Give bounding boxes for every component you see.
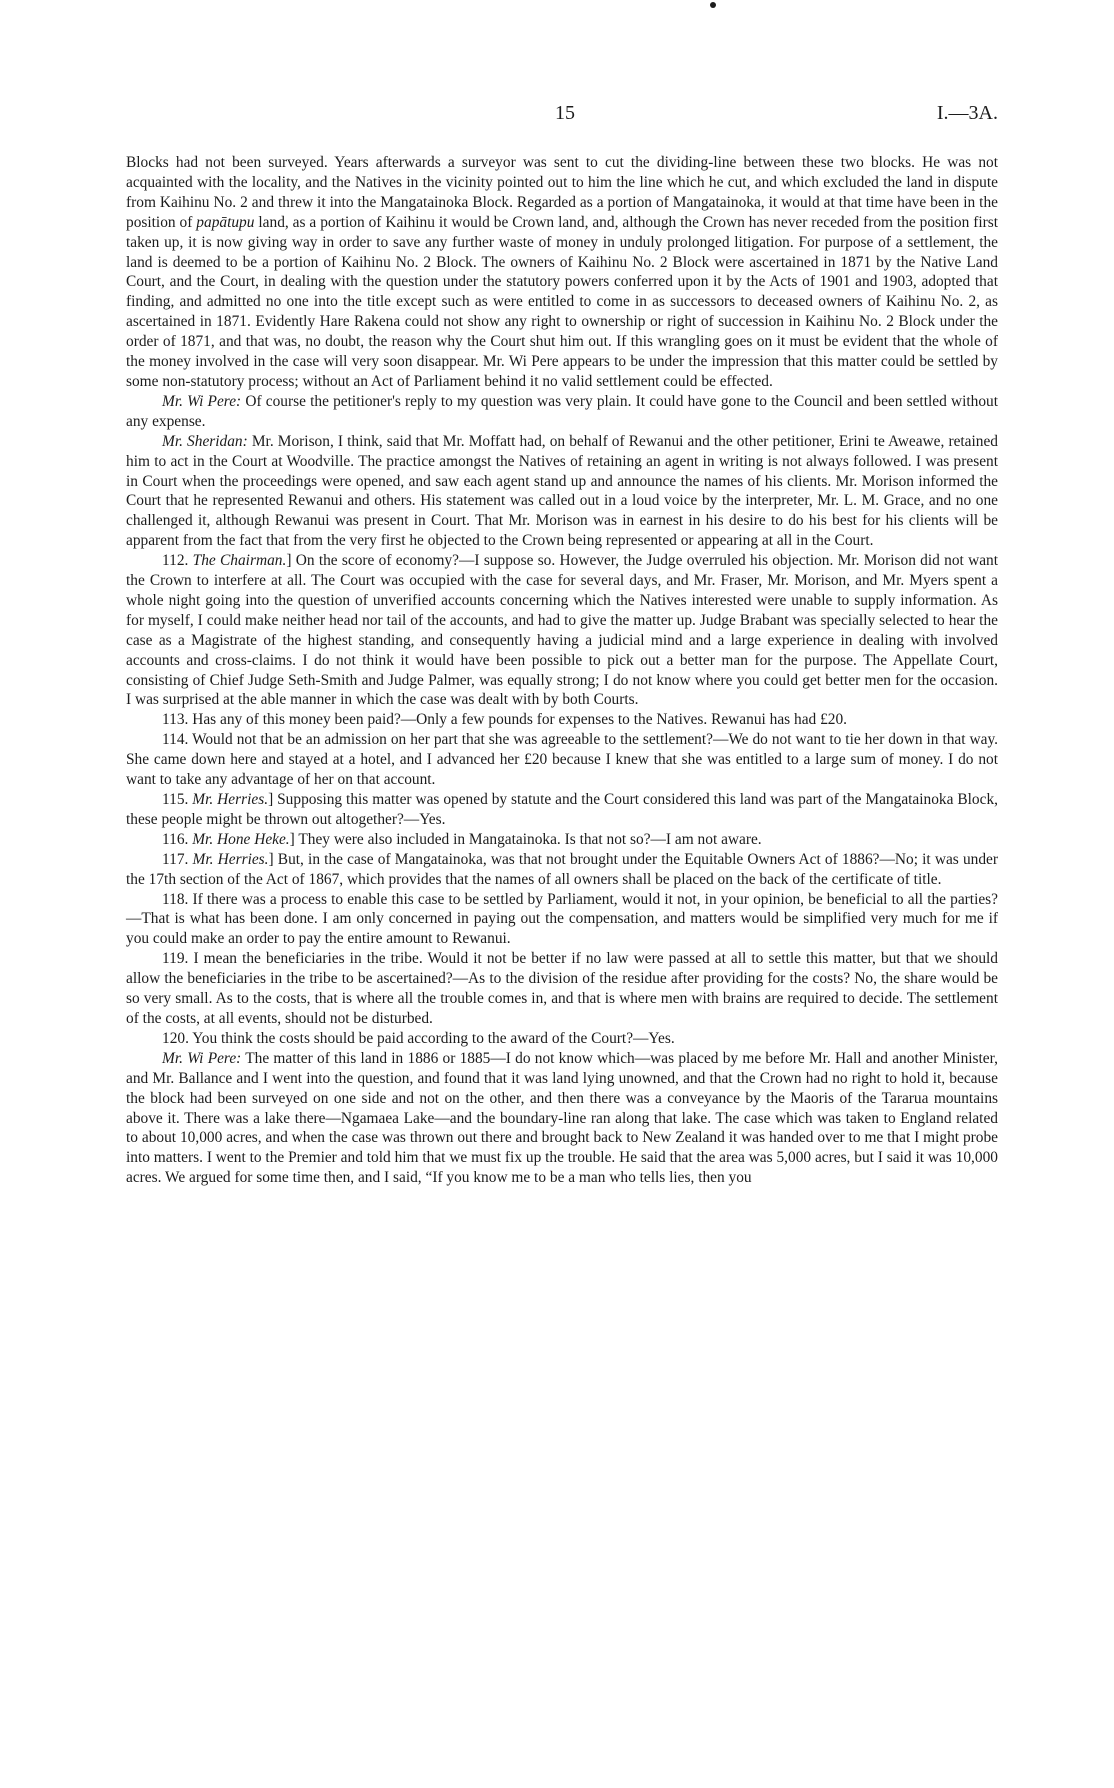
speaker-name: Mr. Herries. [192,791,269,808]
paragraph-text: 113. Has any of this money been paid?—Only a few pounds for expenses to the Natives. Rewanui has had £20. [162,711,848,729]
paragraph-text: 114. Would not that be an admission on her part that she was agreeable to the settlement?—We do not want to tie her down in that way. She came down here and stayed at a hotel, and I advanced her £20 because I knew that she was entitled to a large sum of money. I do not want to take any advantage of her on that account. [126,731,998,789]
paragraph-text: ] They were also included in Mangatainoka. Is that not so?—I am not aware. [289,830,762,848]
speaker-name: Mr. Hone Heke. [192,830,290,848]
paragraph [126,890,998,950]
paragraph-text: 119. I mean the beneficiaries in the tribe. Would it not be better if no law were passed at all to settle this matter, but that we should allow the beneficiaries in the tribe to be ascertained?—As to the division of the residue after providing for the costs? No, the share would be so very small. As to the costs, that is where all the trouble comes in, and that is where men with brains are required to decide. The settlement of the costs, at all events, should not be disturbed. [126,950,998,1027]
paragraph-text: The matter of this land in 1886 or 1885—I do not know which—was placed by me before Mr. Hall and another Minister, and Mr. Ballance and I went into the question, and found that it was land lying unowned, and that the Crown had no right to hold it, because the block had been surveyed on one side and not on the other, and then there was a conveyance by the Maoris of the Tararua mountains above it. There was a lake there—Ngamaea Lake—and the boundary-line ran along that lake. The case which was taken to England related to about 10,000 acres, and when the case was thrown out there and brought back to New Zealand it was handed over to me that I might probe into matters. I went to the Premier and told him that we must fix up the trouble. He said that the area was 5,000 acres, but I said it was 10,000 acres. We argued for some time then, and I said, “If you know me to be a man who tells lies, then you [126,1049,998,1187]
paragraph [126,850,998,890]
paragraph [126,551,998,710]
paragraph [126,392,998,432]
speaker-name: Mr. Herries. [192,850,269,868]
document-reference: I.—3A. [936,102,998,124]
paragraph-text: 120. You think the costs should be paid according to the award of the Court?—Yes. [162,1029,675,1047]
speaker-name: The Chairman. [192,552,287,570]
paragraph-text: ] On the score of economy?—I suppose so. However, the Judge overruled his objection. Mr. Morison did not want the Crown to interfere at all. The Court was occupied with the case for several days, and Mr. Fraser, Mr. Morison, and Mr. Myers spent a whole night going into the question of unverified accounts concerning which the Natives interested were unable to supply information. As for myself, I could make neither head nor tail of the accounts, and had to give the matter up. Judge Brabant was specially selected to hear the case as a Magistrate of the highest standing, and consequently having a judicial mind and a large experience in dealing with involved accounts and cross-claims. I do not think it would have been possible to pick out a better man for the purpose. The Appellate Court, consisting of Chief Judge Seth-Smith and Judge Palmer, was equally strong; I do not know where you could get better men for the occasion. I was surprised at the able manner in which the case was dealt with by both Courts. [126,552,998,709]
paragraph-text: 118. If there was a process to enable this case to be settled by Parliament, would it not, in your opinion, be beneficial to all the parties?—That is what has been done. I am only concerned in paying out the compensation, and matters would be simplified very much for me if you could make an order to pay the entire amount to Rewanui. [126,890,998,948]
paragraph-text: Blocks had not been surveyed. Years afterwards a surveyor was sent to cut the dividing-line between these two blocks. He was not acquainted with the locality, and the Natives in the vicinity pointed out to him the line which he cut, and which excluded the land in dispute from Kaihinu No. 2 and threw it into the Mangatainoka Block. Regarded as a portion of Mangatainoka, it would at that time have been in the position of [126,154,998,231]
paragraph-text: 115. [162,791,193,808]
speaker-name: Mr. Wi Pere: [162,1049,242,1067]
paragraph [126,1049,998,1188]
speaker-name: papātupu [196,213,255,231]
body-text [126,153,998,1188]
paragraph [126,710,998,730]
paragraph [126,790,998,830]
paragraph-text: 112. [162,552,193,570]
paragraph-text: land, as a portion of Kaihinu it would be Crown land, and, although the Crown has never receded from the position first taken up, it is now giving way in order to save any further waste of money in unduly prolonged litigation. For purpose of a settlement, the land is deemed to be a portion of Kaihinu No. 2 Block. The owners of Kaihinu No. 2 Block were ascertained in 1871 by the Native Land Court, and the Court, in dealing with the question under the statutory powers conferred upon it by the Acts of 1901 and 1903, adopted that finding, and admitted no one into the title except such as were entitled to come in as successors to deceased owners of Kaihinu No. 2, as ascertained in 1871. Evidently Hare Rakena could not show any right to ownership or right of succession in Kaihinu No. 2 Block under the order of 1871, and that was, no doubt, the reason why the Court shut him out. If this wrangling goes on it must be evident that the whole of the money involved in the case will very soon disappear. Mr. Wi Pere appears to be under the impression that this matter could be settled by some non-statutory process; without an Act of Parliament behind it no valid settlement could be effected. [126,213,998,390]
page-number: 15 [555,102,575,124]
paragraph [126,730,998,790]
paragraph-text: Of course the petitioner's reply to my question was very plain. It could have gone to the Council and been settled without any expense. [126,392,999,430]
speaker-name: Mr. Sheridan: [162,432,248,450]
paragraph [126,830,998,850]
paragraph [126,432,998,551]
paragraph [126,1029,998,1049]
speaker-name: Mr. Wi Pere: [162,392,242,410]
paragraph-text: 117. [162,850,193,868]
paragraph-text: ] Supposing this matter was opened by statute and the Court considered this land was part of the Mangatainoka Block, these people might be thrown out altogether?—Yes. [126,791,998,828]
paragraph-text: 116. [162,830,193,848]
page-mark [710,2,716,8]
paragraph [126,949,998,1029]
paragraph [126,153,998,392]
paragraph-text: ] But, in the case of Mangatainoka, was that not brought under the Equitable Owners Act of 1886?—No; it was under the 17th section of the Act of 1867, which provides that the names of all owners shall be placed on the back of the certificate of title. [126,850,998,888]
page-header [0,102,1114,132]
paragraph-text: Mr. Morison, I think, said that Mr. Moffatt had, on behalf of Rewanui and the other petitioner, Erini te Aweawe, retained him to act in the Court at Woodville. The practice amongst the Natives of retaining an agent in writing is not always followed. I was present in Court when the proceedings were opened, and saw each agent stand up and announce the names of his clients. Mr. Morison informed the Court that he represented Rewanui and others. His statement was called out in a loud voice by the interpreter, Mr. L. M. Grace, and no one challenged it, although Rewanui was present in Court. That Mr. Morison was in earnest in his desire to do his best for his clients will be apparent from the fact that from the very first he objected to the Crown being represented or appearing at all in the Court. [126,432,998,550]
